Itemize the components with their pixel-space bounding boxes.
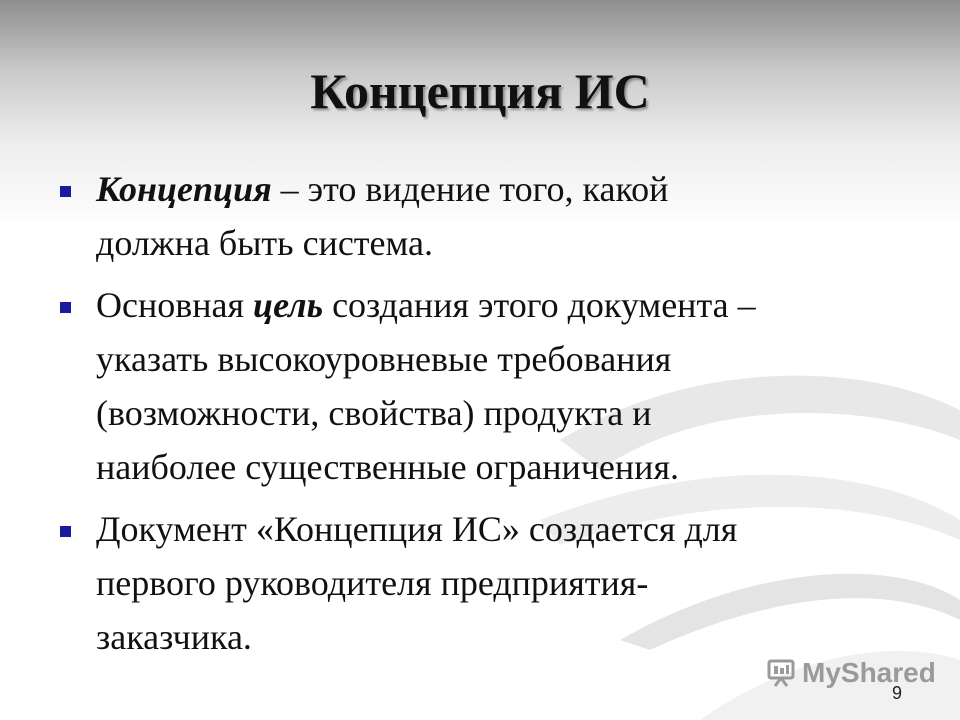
bullet-item xyxy=(60,162,920,270)
bullet-text: (возможности, свойства) продукта и xyxy=(96,393,652,433)
bullet-text: Документ «Концепция ИС» создается для xyxy=(96,509,738,549)
bullet-text: заказчика. xyxy=(96,617,252,657)
bullet-list xyxy=(60,162,920,672)
watermark-text: MyShared xyxy=(802,657,936,688)
bullet-text: первого руководителя предприятия- xyxy=(96,563,649,603)
bullet-text: создания этого документа – xyxy=(323,285,756,325)
watermark-logo xyxy=(766,657,936,689)
bullet-square-icon xyxy=(60,302,71,313)
emphasized-term: Концепция xyxy=(96,169,272,209)
bullet-item xyxy=(60,278,920,494)
slide-title: Концепция ИС xyxy=(310,63,650,119)
bullet-text: Основная xyxy=(96,285,254,325)
bullet-text: указать высокоуровневые требования xyxy=(96,339,672,379)
bullet-line xyxy=(96,278,920,332)
emphasized-term: цель xyxy=(253,285,324,325)
bullet-text: наиболее существенные ограничения. xyxy=(96,447,679,487)
bullet-text: должна быть система. xyxy=(96,223,434,263)
bullet-line xyxy=(96,556,920,610)
bullet-line xyxy=(96,502,920,556)
bullet-square-icon xyxy=(60,186,71,197)
bullet-line xyxy=(96,386,920,440)
presentation-board-icon xyxy=(766,658,796,688)
bullet-line xyxy=(96,162,920,216)
bullet-item xyxy=(60,502,920,664)
bullet-line xyxy=(96,440,920,494)
page-number: 9 xyxy=(892,683,903,703)
bullet-line xyxy=(96,332,920,386)
bullet-text: – это видение того, какой xyxy=(271,169,669,209)
bullet-square-icon xyxy=(60,526,71,537)
bullet-line xyxy=(96,610,920,664)
bullet-line xyxy=(96,216,920,270)
